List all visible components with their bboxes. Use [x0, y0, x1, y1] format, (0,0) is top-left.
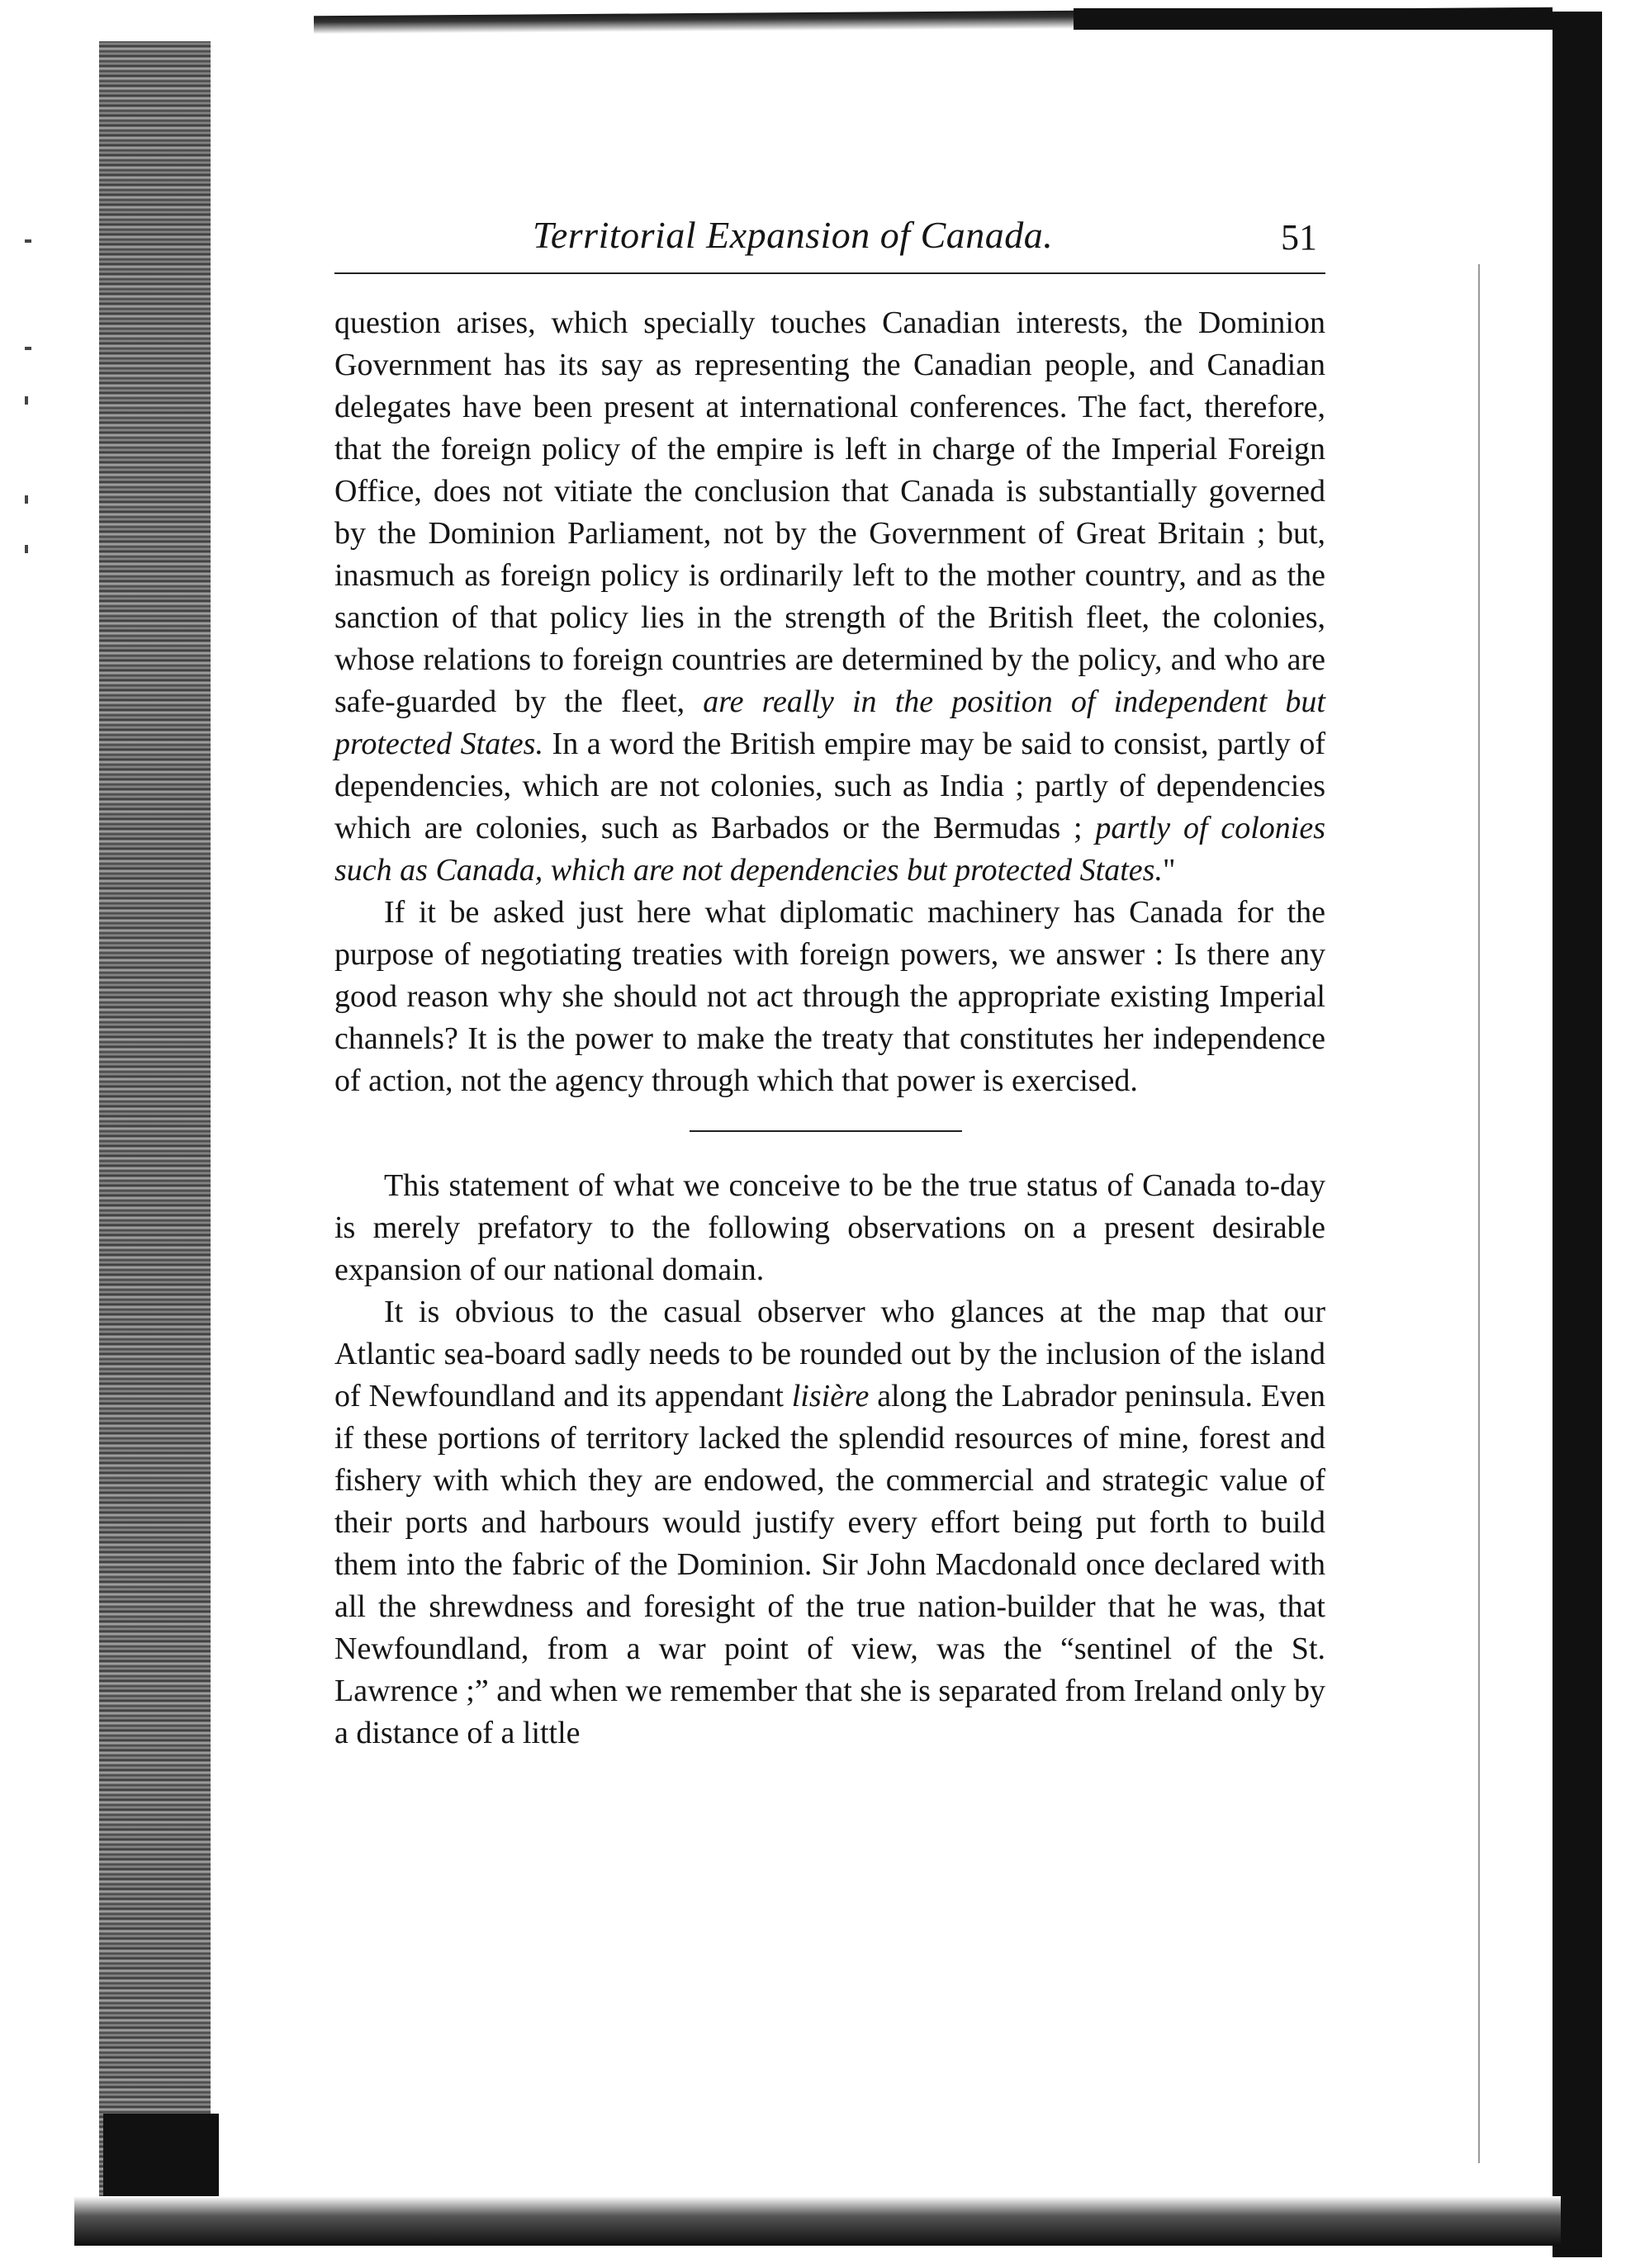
paragraph-4-text: It is obvious to the casual observer who glances at the map that our Atlantic sea-board sadly needs to be rounded out by the inclusion of the island of Newfoundland and its appendant — [334, 1295, 1325, 1413]
paragraph-1-italic-quote: are really in the position of independent but protected States. — [334, 684, 1325, 761]
margin-speck — [25, 545, 28, 553]
scan-right-edge — [1553, 12, 1602, 2257]
page-number: 51 — [1281, 217, 1317, 258]
margin-speck — [25, 347, 31, 350]
paragraph-1-closing-quote: " — [1162, 853, 1176, 888]
paragraph-1-text: In a word the British empire may be said to consist, partly of dependencies, which are not colonies, such as India ; partly of dependencies which are colonies, such as Barbados or the Bermudas ; — [334, 727, 1325, 845]
margin-speck — [25, 495, 28, 504]
section-separator — [690, 1130, 962, 1132]
paragraph-3: This statement of what we conceive to be the true status of Canada to-day is merely prefatory to the following observations on a present desirable expansion of our national domain. — [334, 1168, 1325, 1287]
scan-fold-line — [1478, 264, 1480, 2163]
paragraph-1-text: question arises, which specially touches Canadian interests, the Dominion Government has its say as representing the Canadian people, and Canadian delegates have been present at international conferences. The fact, therefore, that the foreign policy of the empire is left in charge of the Imperial Foreign Office, does not vitiate the conclusion that Canada is substantially governed by the Dominion Parliament, not by the Government of Great Britain ; but, inasmuch as foreign policy is ordinarily left to the mother country, and as the sanction of that policy lies in the strength of the British fleet, the colonies, whose relations to foreign countries are determined by the policy, and who are safe-guarded by the fleet, — [334, 305, 1325, 719]
book-page — [334, 198, 1325, 1754]
running-head: Territorial Expansion of Canada. — [533, 214, 1054, 256]
page-body — [334, 302, 1325, 1754]
margin-speck — [25, 396, 28, 405]
scan-left-spine — [99, 41, 211, 2237]
paragraph-1 — [334, 302, 1325, 892]
paragraph-4 — [334, 1291, 1325, 1754]
paragraph-2: If it be asked just here what diplomatic machinery has Canada for the purpose of negotiating treaties with foreign powers, we answer : Is there any good reason why she should not act through the appropriate existing Imperial channels? It is the power to make the treaty that constitutes her independence of action, not the agency through which that power is exercised. — [334, 895, 1325, 1098]
scan-top-edge-dark — [1074, 8, 1553, 30]
margin-speck — [25, 239, 31, 243]
page-header — [334, 198, 1325, 274]
paragraph-1-italic-quote: partly of colonies such as Canada, which are not dependencies but protected States. — [334, 811, 1325, 888]
scan-bottom-edge — [74, 2196, 1561, 2246]
paragraph-4-italic-word: lisière — [791, 1379, 870, 1413]
paragraph-4-text: along the Labrador peninsula. Even if these portions of territory lacked the splendid resources of mine, forest and fishery with which they are endowed, the commercial and strategic value of their ports and harbours would justify every effort being put forth to build them into the fabric of the Dominion. Sir John Macdonald once declared with all the shrewdness and foresight of the true nation-builder that he was, that Newfoundland, from a war point of view, was the “sentinel of the St. Lawrence ;” and when we remember that she is separated from Ireland only by a distance of a little — [334, 1379, 1325, 1750]
